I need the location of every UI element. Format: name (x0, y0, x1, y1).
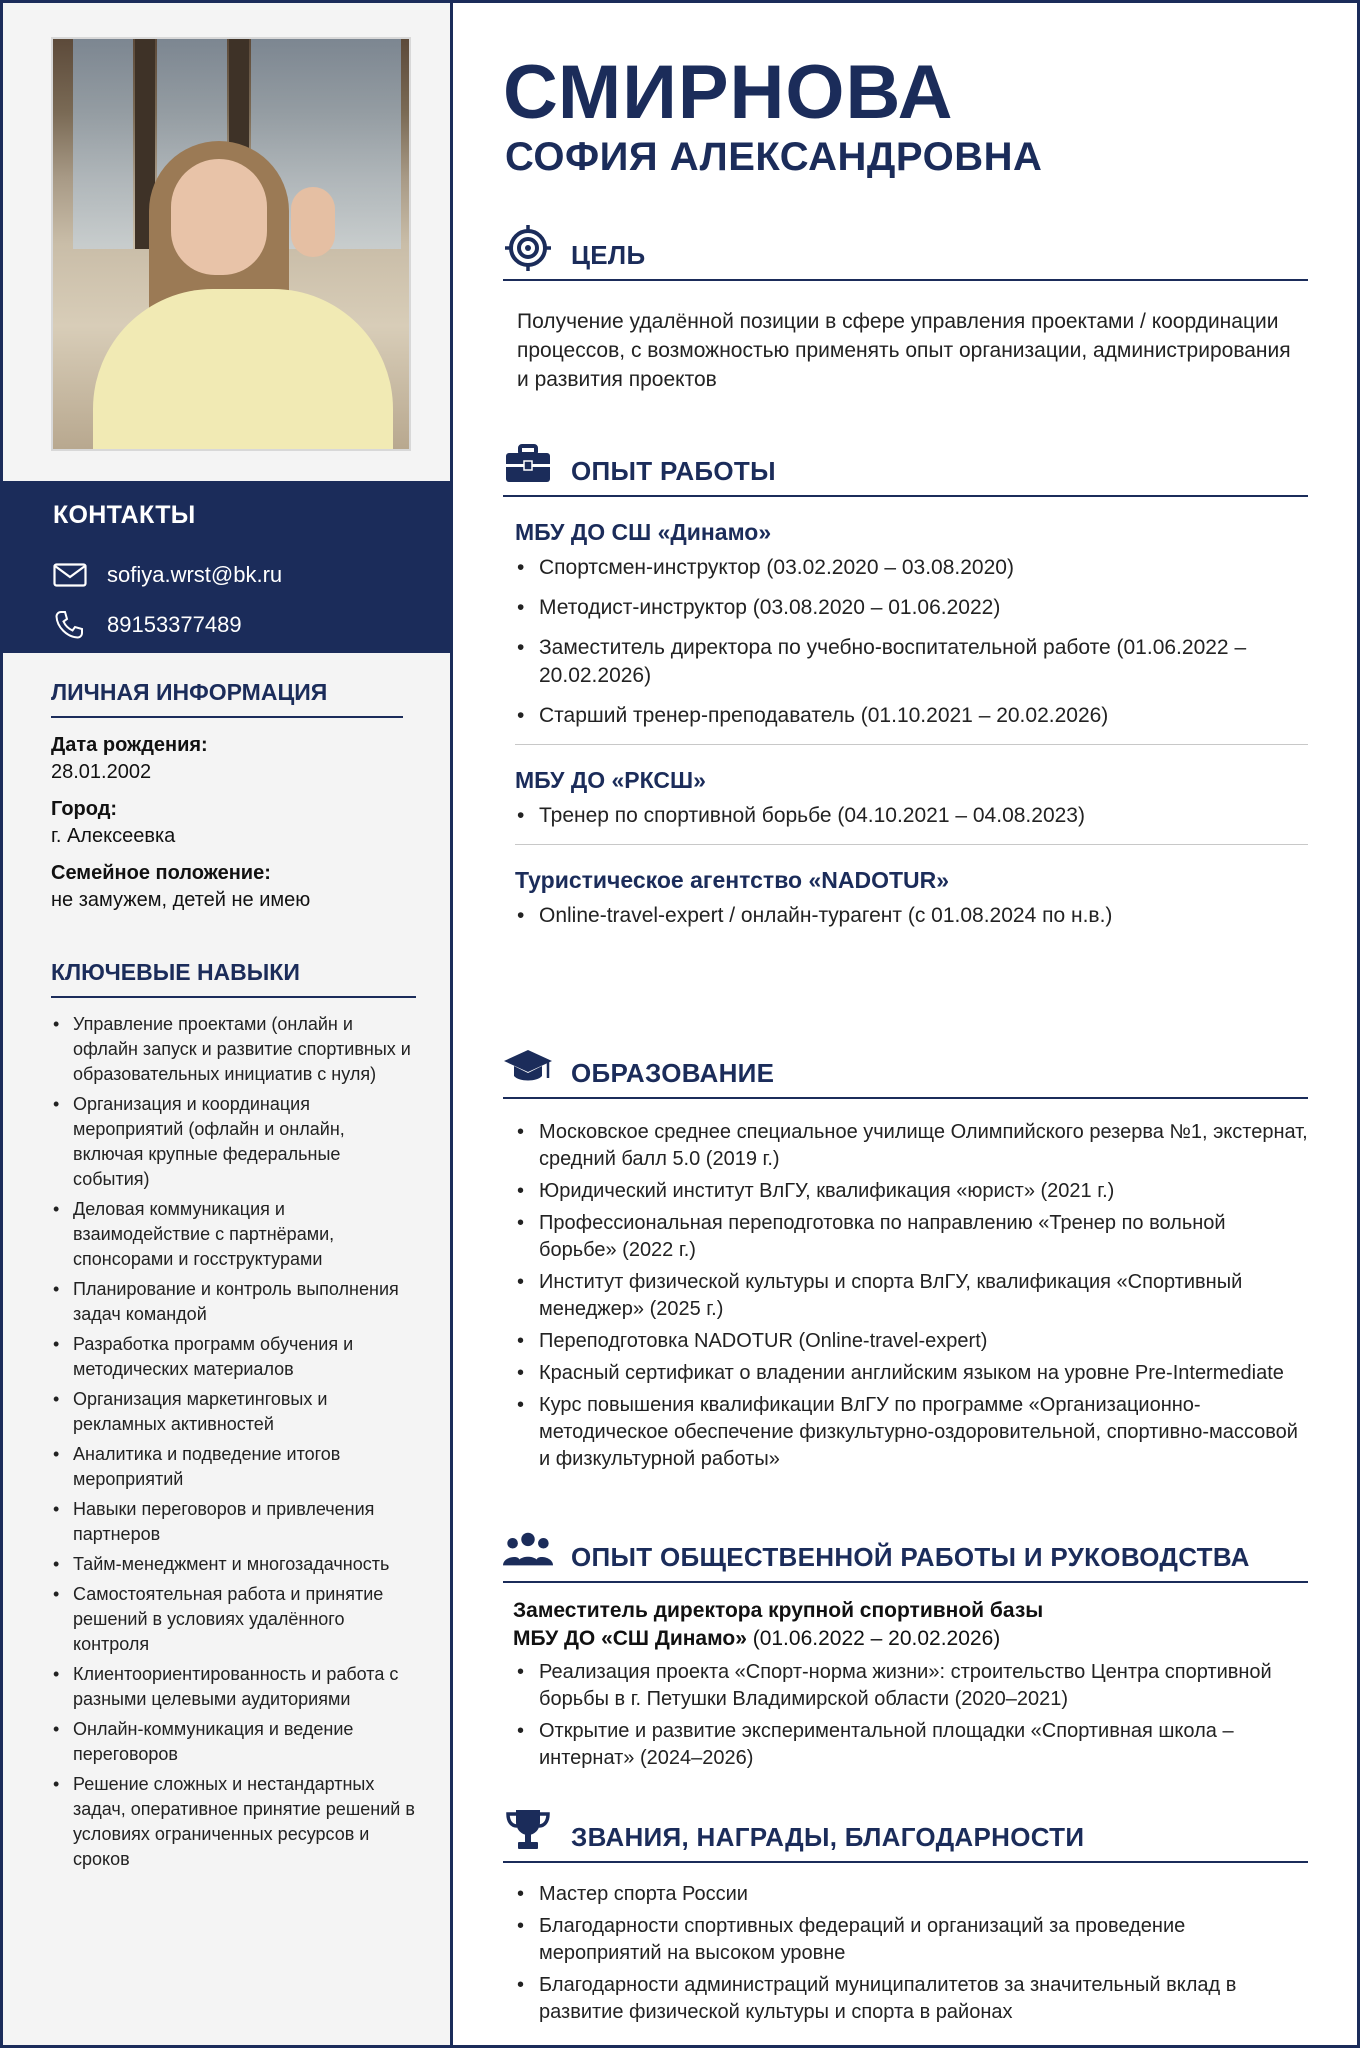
city-label: Город: (51, 798, 118, 820)
social-role (513, 1597, 1308, 1653)
list-item: • Аналитика и подведение итогов мероприятий (51, 1442, 416, 1492)
list-item: • Благодарности администраций муниципалитетов за значительный вклад в развитие физической культуры и спорта в районах (515, 1972, 1308, 2026)
people-icon (503, 1527, 553, 1573)
list-item: • Клиентоориентированность и работа с разными целевыми аудиториями (51, 1662, 416, 1712)
role-line-1: Заместитель директора крупной спортивной базы (513, 1599, 1044, 1622)
social-work-title: ОПЫТ ОБЩЕСТВЕННОЙ РАБОТЫ И РУКОВОДСТВА (571, 1542, 1250, 1572)
list-item: • Управление проектами (онлайн и офлайн запуск и развитие спортивных и образовательных инициатив с нуля) (51, 1012, 416, 1087)
list-item: • Заместитель директора по учебно-воспитательной работе (01.06.2022 – 20.02.2026) (515, 634, 1308, 690)
role-dates: (01.06.2022 – 20.02.2026) (746, 1627, 1001, 1650)
surname: СМИРНОВА (503, 50, 954, 135)
list-item: • Московское среднее специальное училище Олимпийского резерва №1, экстернат, средний балл 5.0 (2019 г.) (515, 1119, 1308, 1173)
divider (515, 844, 1308, 845)
list-item: • Самостоятельная работа и принятие решений в условиях удалённого контроля (51, 1582, 416, 1657)
experience-section (503, 441, 1308, 942)
list-item: • Открытие и развитие экспериментальной площадки «Спортивная школа – интернат» (2024–2026) (515, 1718, 1308, 1772)
goal-section (503, 225, 1308, 394)
left-column (3, 3, 453, 2045)
list-item: • Организация маркетинговых и рекламных активностей (51, 1387, 416, 1437)
list-item: • Переподготовка NADOTUR (Online-travel-expert) (515, 1328, 1308, 1355)
email-row[interactable] (53, 550, 453, 600)
briefcase-icon (503, 441, 553, 487)
family-label: Семейное положение: (51, 862, 271, 884)
list-item: • Деловая коммуникация и взаимодействие с партнёрами, спонсорами и госструктурами (51, 1197, 416, 1272)
skills-section (51, 959, 416, 1877)
email-text[interactable]: sofiya.wrst@bk.ru (107, 562, 283, 587)
full-name: СОФИЯ АЛЕКСАНДРОВНА (505, 135, 1043, 179)
list-item: • Юридический институт ВлГУ, квалификация «юрист» (2021 г.) (515, 1178, 1308, 1205)
org-duties-list (515, 802, 1308, 830)
phone-row[interactable] (53, 600, 453, 650)
birth-value: 28.01.2002 (51, 761, 152, 783)
education-title: ОБРАЗОВАНИЕ (571, 1058, 775, 1088)
target-icon (503, 225, 553, 271)
list-item: • Разработка программ обучения и методических материалов (51, 1332, 416, 1382)
education-list (515, 1119, 1308, 1473)
graduation-cap-icon (503, 1043, 553, 1089)
awards-list (515, 1881, 1308, 2026)
social-work-section (503, 1527, 1308, 1777)
awards-title: ЗВАНИЯ, НАГРАДЫ, БЛАГОДАРНОСТИ (571, 1822, 1085, 1852)
contacts-title: КОНТАКТЫ (53, 501, 196, 529)
list-item: • Тайм-менеджмент и многозадачность (51, 1552, 416, 1577)
list-item: • Курс повышения квалификации ВлГУ по программе «Организационно-методическое обеспечение физкультурно-оздоровительной, спортивно-массовой и физкультурной работы» (515, 1392, 1308, 1473)
org-name: Туристическое агентство «NADOTUR» (515, 867, 950, 893)
phone-icon (53, 610, 89, 640)
list-item: • Методист-инструктор (03.08.2020 – 01.06.2022) (515, 594, 1308, 622)
profile-photo (51, 37, 411, 451)
skills-list (51, 1012, 416, 1872)
awards-section (503, 1807, 1308, 2031)
list-item: • Мастер спорта России (515, 1881, 1308, 1908)
divider (515, 744, 1308, 745)
org-duties-list (515, 902, 1308, 930)
experience-title: ОПЫТ РАБОТЫ (571, 456, 776, 486)
list-item: • Спортсмен-инструктор (03.02.2020 – 03.08.2020) (515, 554, 1308, 582)
org-name: МБУ ДО «РКСШ» (515, 767, 706, 793)
list-item: • Профессиональная переподготовка по направлению «Тренер по вольной борьбе» (2022 г.) (515, 1210, 1308, 1264)
role-org: МБУ ДО «СШ Динамо» (513, 1627, 747, 1650)
list-item: • Благодарности спортивных федераций и организаций за проведение мероприятий на высоком уровне (515, 1913, 1308, 1967)
org-duties-list (515, 554, 1308, 730)
list-item: • Планирование и контроль выполнения задач командой (51, 1277, 416, 1327)
list-item: • Организация и координация мероприятий (офлайн и онлайн, включая крупные федеральные события) (51, 1092, 416, 1192)
list-item: • Онлайн-коммуникация и ведение переговоров (51, 1717, 416, 1767)
skills-title: КЛЮЧЕВЫЕ НАВЫКИ (51, 959, 416, 998)
list-item: • Институт физической культуры и спорта ВлГУ, квалификация «Спортивный менеджер» (2025 г.) (515, 1269, 1308, 1323)
city-value: г. Алексеевка (51, 825, 176, 847)
phone-text[interactable]: 89153377489 (107, 612, 242, 637)
envelope-icon (53, 560, 89, 590)
list-item: • Старший тренер-преподаватель (01.10.2021 – 20.02.2026) (515, 702, 1308, 730)
list-item: • Тренер по спортивной борьбе (04.10.2021 – 04.08.2023) (515, 802, 1308, 830)
list-item: • Online-travel-expert / онлайн-турагент (с 01.08.2024 по н.в.) (515, 902, 1308, 930)
list-item: • Красный сертификат о владении английским языком на уровне Pre-Intermediate (515, 1360, 1308, 1387)
list-item: • Реализация проекта «Спорт-норма жизни»: строительство Центра спортивной борьбы в г. Петушки Владимирской области (2020–2021) (515, 1659, 1308, 1713)
family-value: не замужем, детей не имею (51, 889, 311, 911)
trophy-icon (503, 1807, 553, 1853)
goal-text: Получение удалённой позиции в сфере управления проектами / координации процессов, с возможностью применять опыт организации, администрирования и развития проектов (517, 310, 1291, 391)
contacts-block (3, 481, 453, 653)
personal-info-section (51, 679, 403, 912)
education-section (503, 1043, 1308, 1478)
goal-title: ЦЕЛЬ (571, 240, 646, 270)
social-work-list (515, 1659, 1308, 1772)
org-name: МБУ ДО СШ «Динамо» (515, 519, 772, 545)
list-item: • Решение сложных и нестандартных задач, оперативное принятие решений в условиях ограниченных ресурсов и сроков (51, 1772, 416, 1872)
birth-label: Дата рождения: (51, 734, 208, 756)
list-item: • Навыки переговоров и привлечения партнеров (51, 1497, 416, 1547)
personal-info-title: ЛИЧНАЯ ИНФОРМАЦИЯ (51, 679, 403, 718)
